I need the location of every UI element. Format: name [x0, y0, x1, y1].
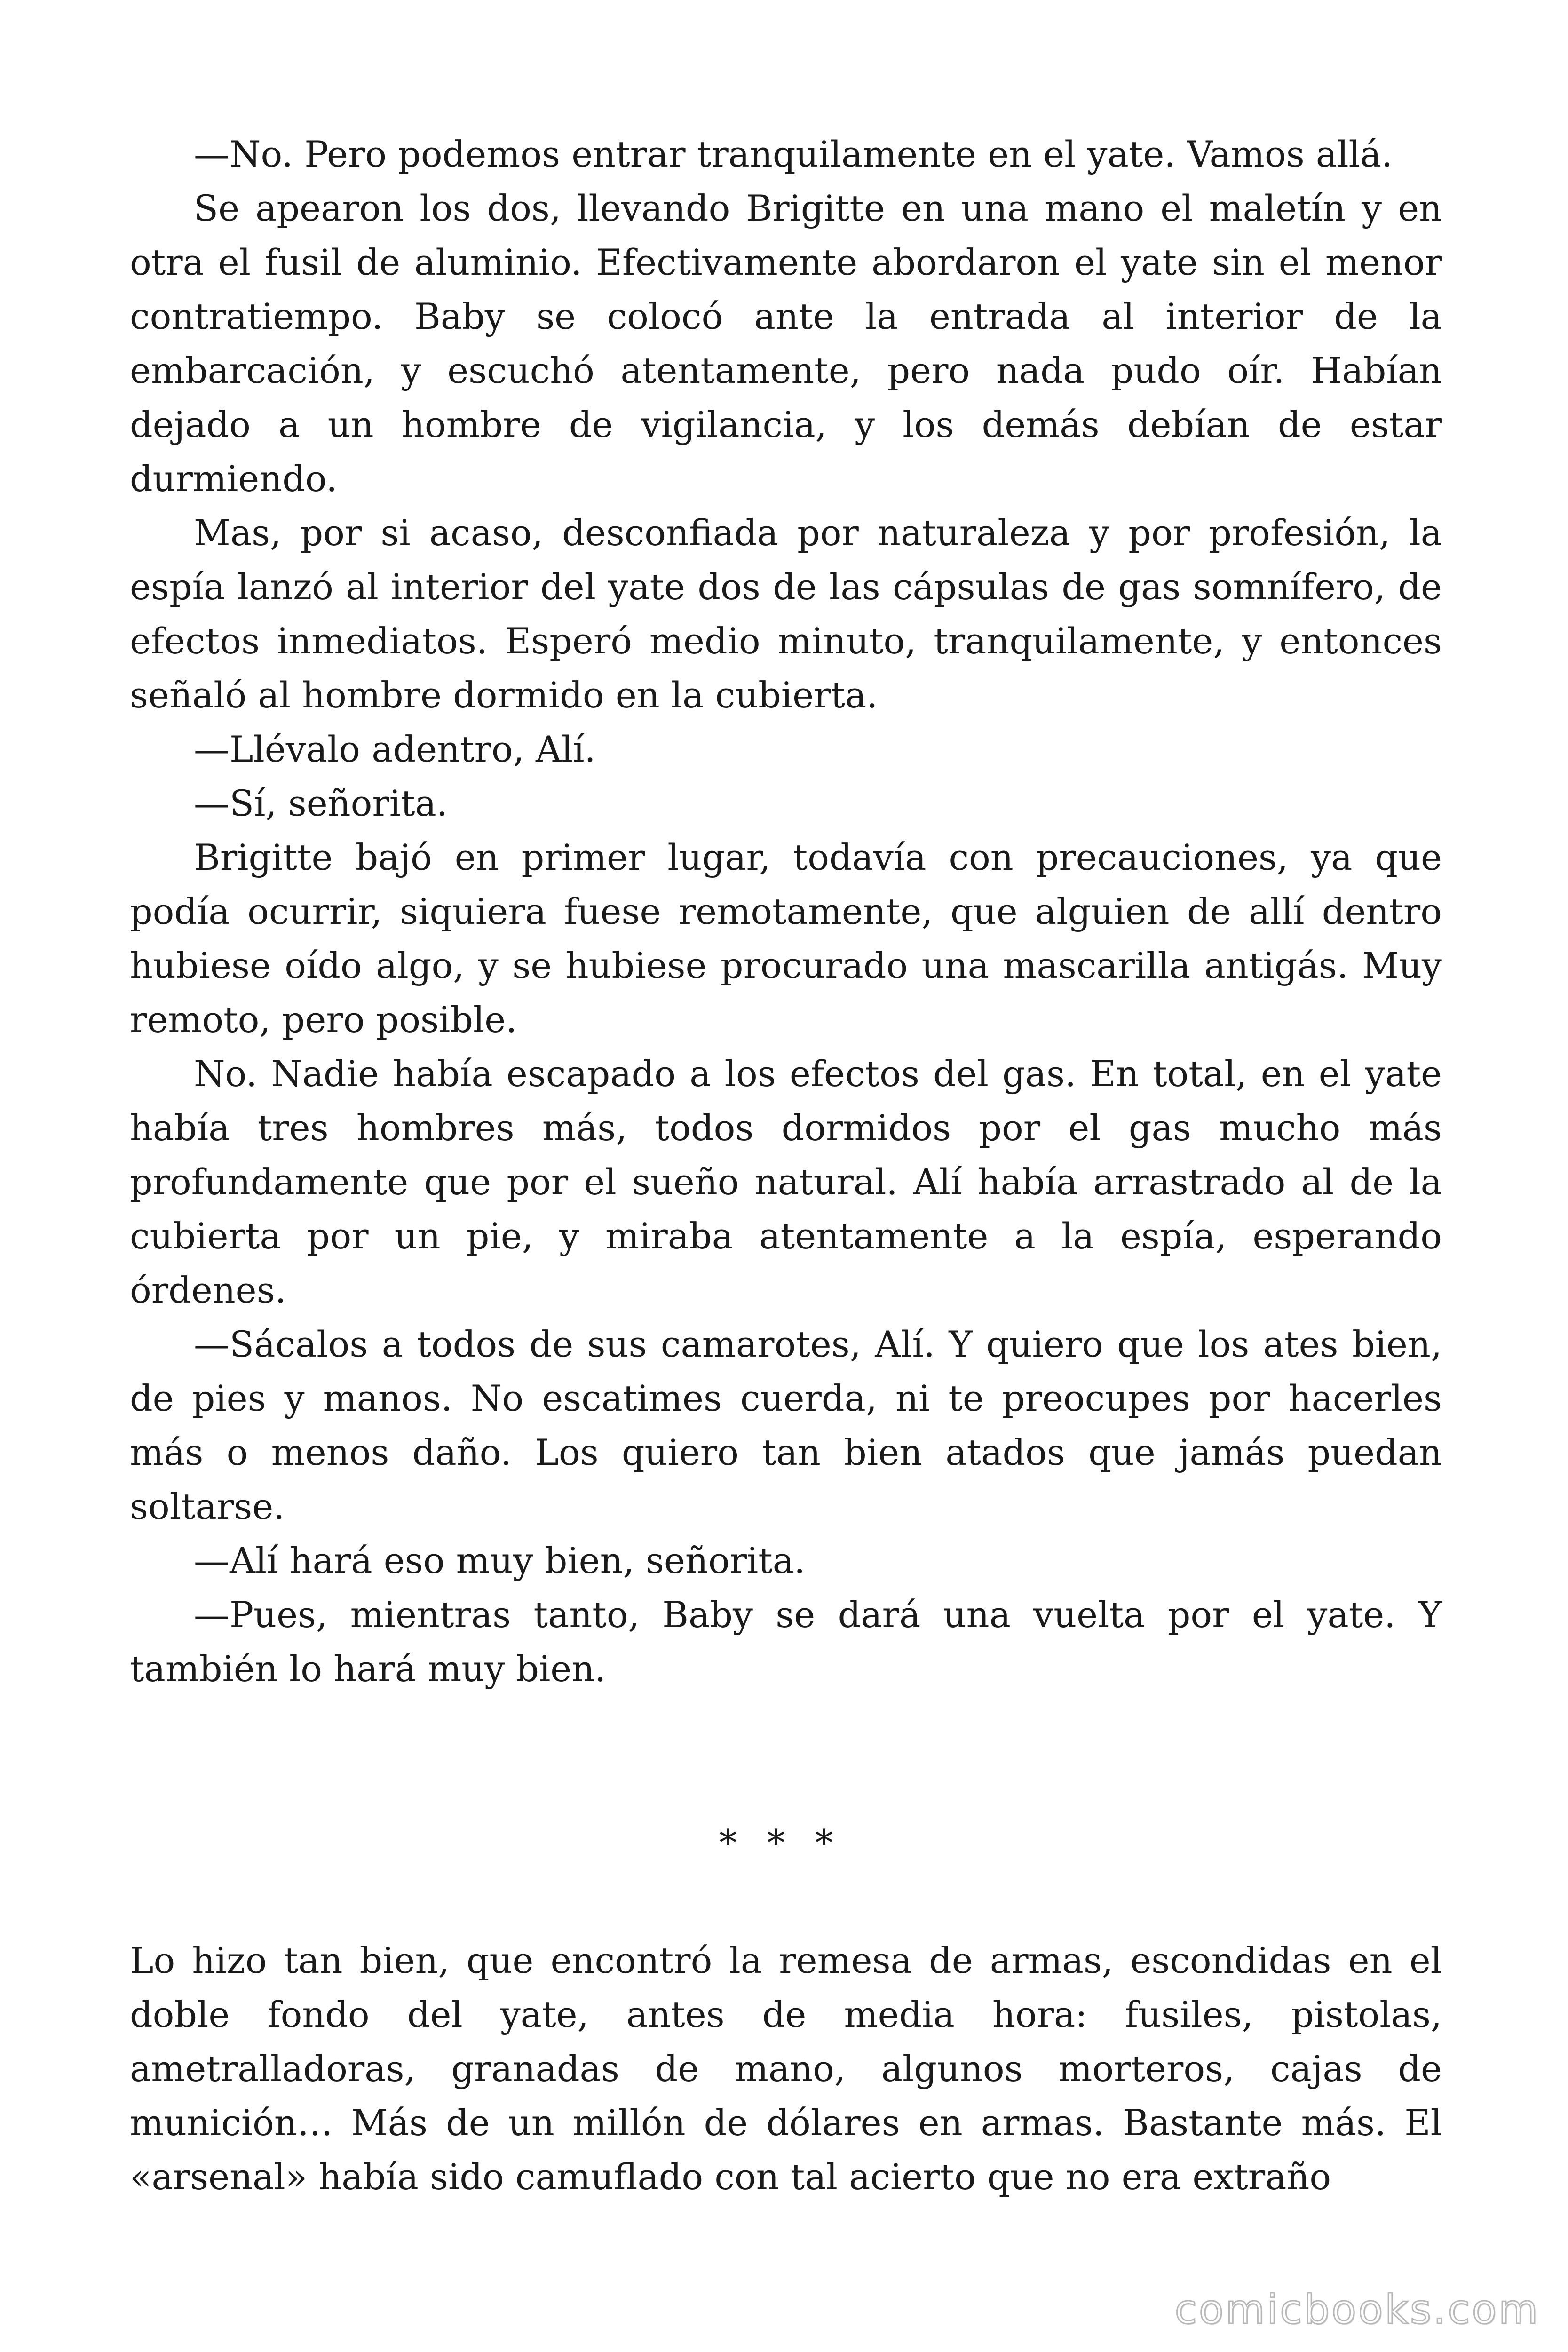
paragraph: —Llévalo adentro, Alí. [194, 728, 596, 770]
paragraph: Se apearon los dos, llevando Brigitte en una mano el maletín y en otra el fusil de aluminio. Efectivamente abordaron el yate sin el menor contratiempo. Baby se colocó ante la entrada al interior de la embarcación, y escuchó atentamente, pero nada pudo oír. Habían dejado a un hombre de vigilancia, y los demás debían de estar durmiendo. [130, 187, 1442, 500]
continuation-text-block [130, 1933, 1442, 2204]
scene-break: * * * [719, 1822, 843, 1864]
watermark: comicbooks.com [1174, 2286, 1540, 2333]
paragraph: —Alí hará eso muy bien, señorita. [194, 1540, 806, 1581]
paragraph: —No. Pero podemos entrar tranquilamente en el yate. Vamos allá. [194, 133, 1393, 175]
paragraph: —Sí, señorita. [194, 782, 448, 824]
paragraph: Mas, por si acaso, desconfiada por naturaleza y por profesión, la espía lanzó al interior del yate dos de las cápsulas de gas somnífero, de efectos inmediatos. Esperó medio minuto, tranquilamente, y entonces señaló al hombre dormido en la cubierta. [130, 512, 1442, 716]
paragraph: Brigitte bajó en primer lugar, todavía con precauciones, ya que podía ocurrir, siquiera fuese remotamente, que alguien de allí dentro hubiese oído algo, y se hubiese procurado una mascarilla antigás. Muy remoto, pero posible. [130, 836, 1442, 1041]
main-text-block [130, 127, 1442, 1696]
paragraph: No. Nadie había escapado a los efectos del gas. En total, en el yate había tres hombres más, todos dormidos por el gas mucho más profundamente que por el sueño natural. Alí había arrastrado al de la cubierta por un pie, y miraba atentamente a la espía, esperando órdenes. [130, 1053, 1442, 1311]
paragraph: Lo hizo tan bien, que encontró la remesa de armas, escondidas en el doble fondo del yate, antes de media hora: fusiles, pistolas, ametralladoras, granadas de mano, algunos morteros, cajas de munición… Más de un millón de dólares en armas. Bastante más. El «arsenal» había sido camuflado con tal acierto que no era extraño [130, 1939, 1442, 2198]
paragraph: —Pues, mientras tanto, Baby se dará una vuelta por el yate. Y también lo hará muy bien. [130, 1594, 1442, 1690]
paragraph: —Sácalos a todos de sus camarotes, Alí. Y quiero que los ates bien, de pies y manos. No escatimes cuerda, ni te preocupes por hacerles más o menos daño. Los quiero tan bien atados que jamás puedan soltarse. [130, 1323, 1442, 1527]
